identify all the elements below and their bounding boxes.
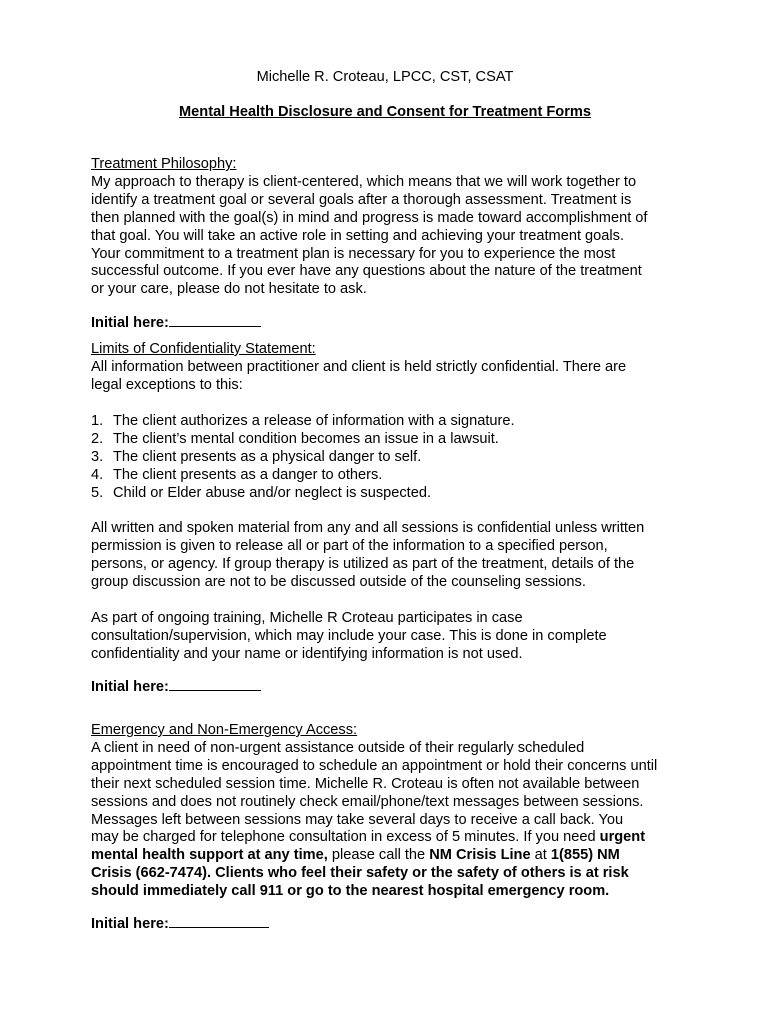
list-text: Child or Elder abuse and/or neglect is suspected. — [113, 484, 432, 501]
treatment-line: Your commitment to a treatment plan is necessary for you to experience the most — [91, 245, 616, 262]
list-item — [91, 413, 691, 431]
document-title: Mental Health Disclosure and Consent for Treatment Forms — [179, 104, 591, 120]
material-line: All written and spoken material from any and all sessions is confidential unless written — [91, 520, 645, 536]
exceptions-list — [91, 413, 691, 503]
list-number: 5. — [91, 484, 104, 501]
emergency-heading: Emergency and Non-Emergency Access: — [91, 722, 358, 738]
treatment-line: identify a treatment goal or several goals after a thorough assessment. Treatment is — [91, 191, 632, 208]
emergency-line: A client in need of non-urgent assistance outside of their regularly scheduled — [91, 739, 585, 756]
emergency-line: Messages left between sessions may take several days to receive a call back. You — [91, 811, 624, 828]
safety-warning-line: should immediately call 911 or go to the nearest hospital emergency room. — [91, 883, 610, 900]
list-number: 3. — [91, 448, 104, 465]
treatment-line: My approach to therapy is client-centered, which means that we will work together to — [91, 173, 637, 190]
emergency-text: may be charged for telephone consultation in excess of 5 minutes. If you need — [91, 829, 600, 846]
safety-warning-line: Crisis (662-7474). Clients who feel their safety or the safety of others is at risk — [91, 865, 629, 882]
list-number: 4. — [91, 466, 104, 483]
training-paragraph — [91, 610, 691, 664]
treatment-philosophy-section — [91, 156, 691, 299]
emergency-text: please call the — [327, 847, 430, 864]
emergency-line: their next scheduled session time. Michelle R. Croteau is often not available between — [91, 775, 640, 792]
material-line: permission is given to release all or part of the information to a specified person, — [91, 537, 608, 554]
emergency-text: at — [530, 847, 551, 864]
list-number: 2. — [91, 430, 104, 447]
initial-signature-line[interactable] — [169, 312, 261, 327]
initial-label: Initial here: — [91, 916, 169, 932]
emergency-line: sessions and does not routinely check email/phone/text messages between sessions. — [91, 793, 644, 810]
crisis-line-name: NM Crisis Line — [429, 847, 531, 864]
crisis-phone: 1(855) NM — [550, 847, 620, 864]
initial-label: Initial here: — [91, 679, 169, 695]
initial-field-emergency — [91, 913, 691, 934]
list-text: The client’s mental condition becomes an issue in a lawsuit. — [113, 430, 499, 447]
list-item — [91, 485, 691, 503]
initial-field-treatment — [91, 312, 691, 333]
treatment-philosophy-heading: Treatment Philosophy: — [91, 156, 237, 172]
author-line: Michelle R. Croteau, LPCC, CST, CSAT — [256, 69, 514, 85]
treatment-line: or your care, please do not hesitate to ask. — [91, 281, 367, 298]
emergency-line — [91, 847, 691, 865]
emergency-section — [91, 722, 691, 901]
urgent-text: urgent — [599, 829, 646, 846]
confidentiality-intro-line: All information between practitioner and client is held strictly confidential. There are — [91, 358, 627, 375]
confidentiality-heading: Limits of Confidentiality Statement: — [91, 341, 316, 357]
material-line: group discussion are not to be discussed outside of the counseling sessions. — [91, 573, 586, 590]
training-line: consultation/supervision, which may include your case. This is done in complete — [91, 627, 607, 644]
list-number: 1. — [91, 413, 104, 429]
material-paragraph — [91, 520, 691, 592]
initial-field-confidentiality — [91, 676, 691, 697]
initial-label: Initial here: — [91, 315, 169, 331]
material-line: persons, or agency. If group therapy is utilized as part of the treatment, details of the — [91, 555, 635, 572]
initial-signature-line[interactable] — [169, 676, 261, 691]
training-line: confidentiality and your name or identifying information is not used. — [91, 645, 523, 662]
emergency-line — [91, 829, 691, 847]
treatment-line: then planned with the goal(s) in mind and progress is made toward accomplishment of — [91, 209, 648, 226]
list-text: The client presents as a danger to others. — [113, 466, 383, 483]
list-text: The client presents as a physical danger to self. — [113, 448, 422, 465]
list-item — [91, 467, 691, 485]
confidentiality-intro-line: legal exceptions to this: — [91, 376, 243, 393]
list-item — [91, 431, 691, 449]
emergency-line: appointment time is encouraged to schedule an appointment or hold their concerns until — [91, 757, 658, 774]
emphasis-text: mental health support at any time, — [91, 847, 328, 864]
treatment-line: that goal. You will take an active role in setting and achieving your treatment goals. — [91, 227, 624, 244]
list-text: The client authorizes a release of information with a signature. — [113, 413, 515, 429]
treatment-line: successful outcome. If you ever have any questions about the nature of the treatment — [91, 263, 642, 280]
training-line: As part of ongoing training, Michelle R Croteau participates in case — [91, 610, 523, 626]
list-item — [91, 449, 691, 467]
confidentiality-section — [91, 341, 691, 395]
initial-signature-line[interactable] — [169, 913, 269, 928]
